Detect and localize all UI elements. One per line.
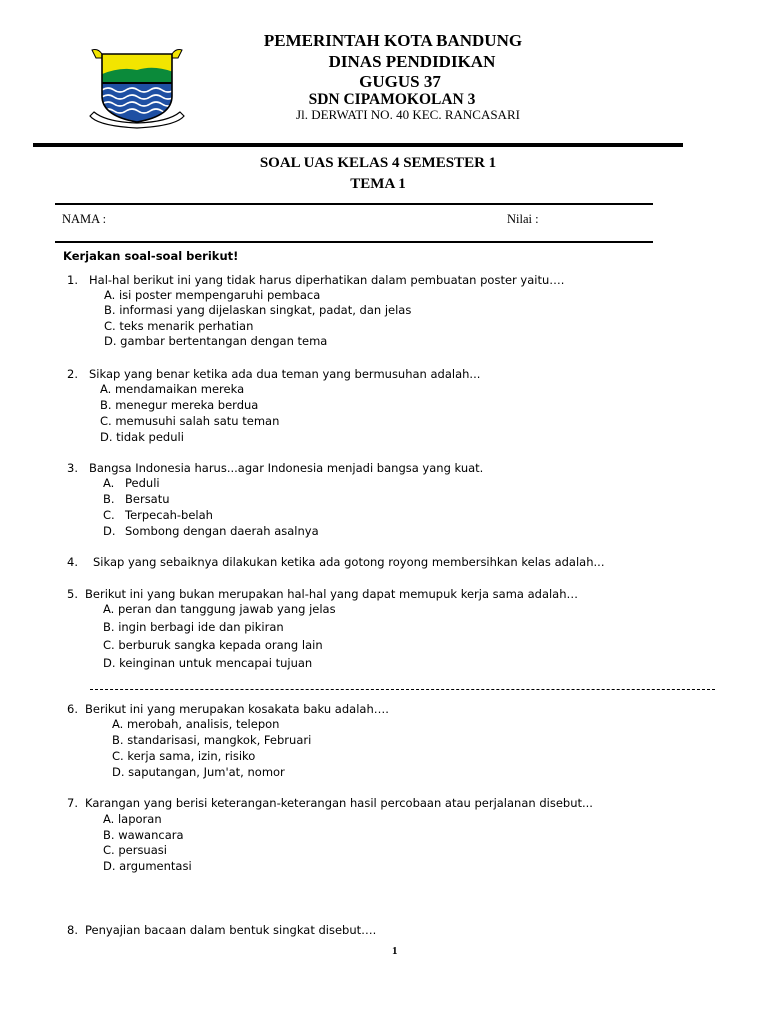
answer-letter: B. [103,492,115,506]
answer-option: Terpecah-belah [125,508,213,522]
answer-letter: C. [103,508,115,522]
answer-option: D. tidak peduli [100,430,184,444]
answer-option: D. gambar bertentangan dengan tema [104,334,328,348]
header-government: PEMERINTAH KOTA BANDUNG [263,31,523,50]
question-number: 2. [67,367,78,381]
question-number: 8. [67,923,78,937]
question-text: Penyajian bacaan dalam bentuk singkat disebut…. [85,923,377,937]
answer-option: C. teks menarik perhatian [104,319,254,333]
answer-option: D. argumentasi [103,859,192,873]
answer-option: A. mendamaikan mereka [100,382,245,396]
answer-option: B. wawancara [103,828,184,842]
answer-option: C. persuasi [103,843,167,857]
answer-option: Peduli [125,476,160,490]
question-text: Sikap yang benar ketika ada dua teman yang bermusuhan adalah... [89,367,481,381]
answer-option: B. ingin berbagi ide dan pikiran [103,620,284,634]
name-row-top-rule [55,203,653,205]
question-text: Sikap yang sebaiknya dilakukan ketika ada gotong royong membersihkan kelas adalah... [93,555,605,569]
page-number: 1 [392,945,398,957]
header-school: SDN CIPAMOKOLAN 3 [308,91,476,108]
answer-option: A. laporan [103,812,162,826]
answer-option: B. standarisasi, mangkok, Februari [112,733,312,747]
question-number: 3. [67,461,78,475]
question-text: Karangan yang berisi keterangan-keterangan hasil percobaan atau perjalanan disebut... [85,796,593,810]
question-number: 1. [67,273,78,287]
answer-option: Bersatu [125,492,170,506]
name-field-label: NAMA : [62,212,107,226]
question-number: 4. [67,555,78,569]
answer-option: D. saputangan, Jum'at, nomor [112,765,285,779]
answer-option: A. peran dan tanggung jawab yang jelas [103,602,336,616]
question-number: 6. [67,702,78,716]
answer-letter: D. [103,524,116,538]
answer-option: A. merobah, analisis, telepon [112,717,280,731]
answer-option: D. keinginan untuk mencapai tujuan [103,656,313,670]
answer-option: C. berburuk sangka kepada orang lain [103,638,323,652]
exam-theme: TEMA 1 [350,176,406,192]
answer-option: C. kerja sama, izin, risiko [112,749,256,763]
question-text: Berikut ini yang merupakan kosakata baku adalah…. [85,702,389,716]
question-text: Bangsa Indonesia harus...agar Indonesia menjadi bangsa yang kuat. [89,461,484,475]
answer-option: Sombong dengan daerah asalnya [125,524,319,538]
header-cluster: GUGUS 37 [359,72,441,91]
name-row-bottom-rule [55,241,653,243]
question-text: Hal-hal berikut ini yang tidak harus diperhatikan dalam pembuatan poster yaitu…. [89,273,565,287]
answer-letter: A. [103,476,115,490]
answer-option: A. isi poster mempengaruhi pembaca [104,288,321,302]
exam-title: SOAL UAS KELAS 4 SEMESTER 1 [259,155,497,171]
question-number: 5. [67,587,78,601]
section-divider [90,689,715,690]
instruction: Kerjakan soal-soal berikut! [63,249,239,263]
answer-option: B. menegur mereka berdua [100,398,259,412]
header-address: Jl. DERWATI NO. 40 KEC. RANCASARI [296,107,520,122]
header-department: DINAS PENDIDIKAN [328,52,496,71]
bandung-city-emblem [88,44,186,130]
question-number: 7. [67,796,78,810]
header-divider [33,143,683,147]
question-text: Berikut ini yang bukan merupakan hal-hal yang dapat memupuk kerja sama adalah… [85,587,579,601]
score-field-label: Nilai : [507,212,539,226]
answer-option: C. memusuhi salah satu teman [100,414,280,428]
answer-option: B. informasi yang dijelaskan singkat, padat, dan jelas [104,303,412,317]
